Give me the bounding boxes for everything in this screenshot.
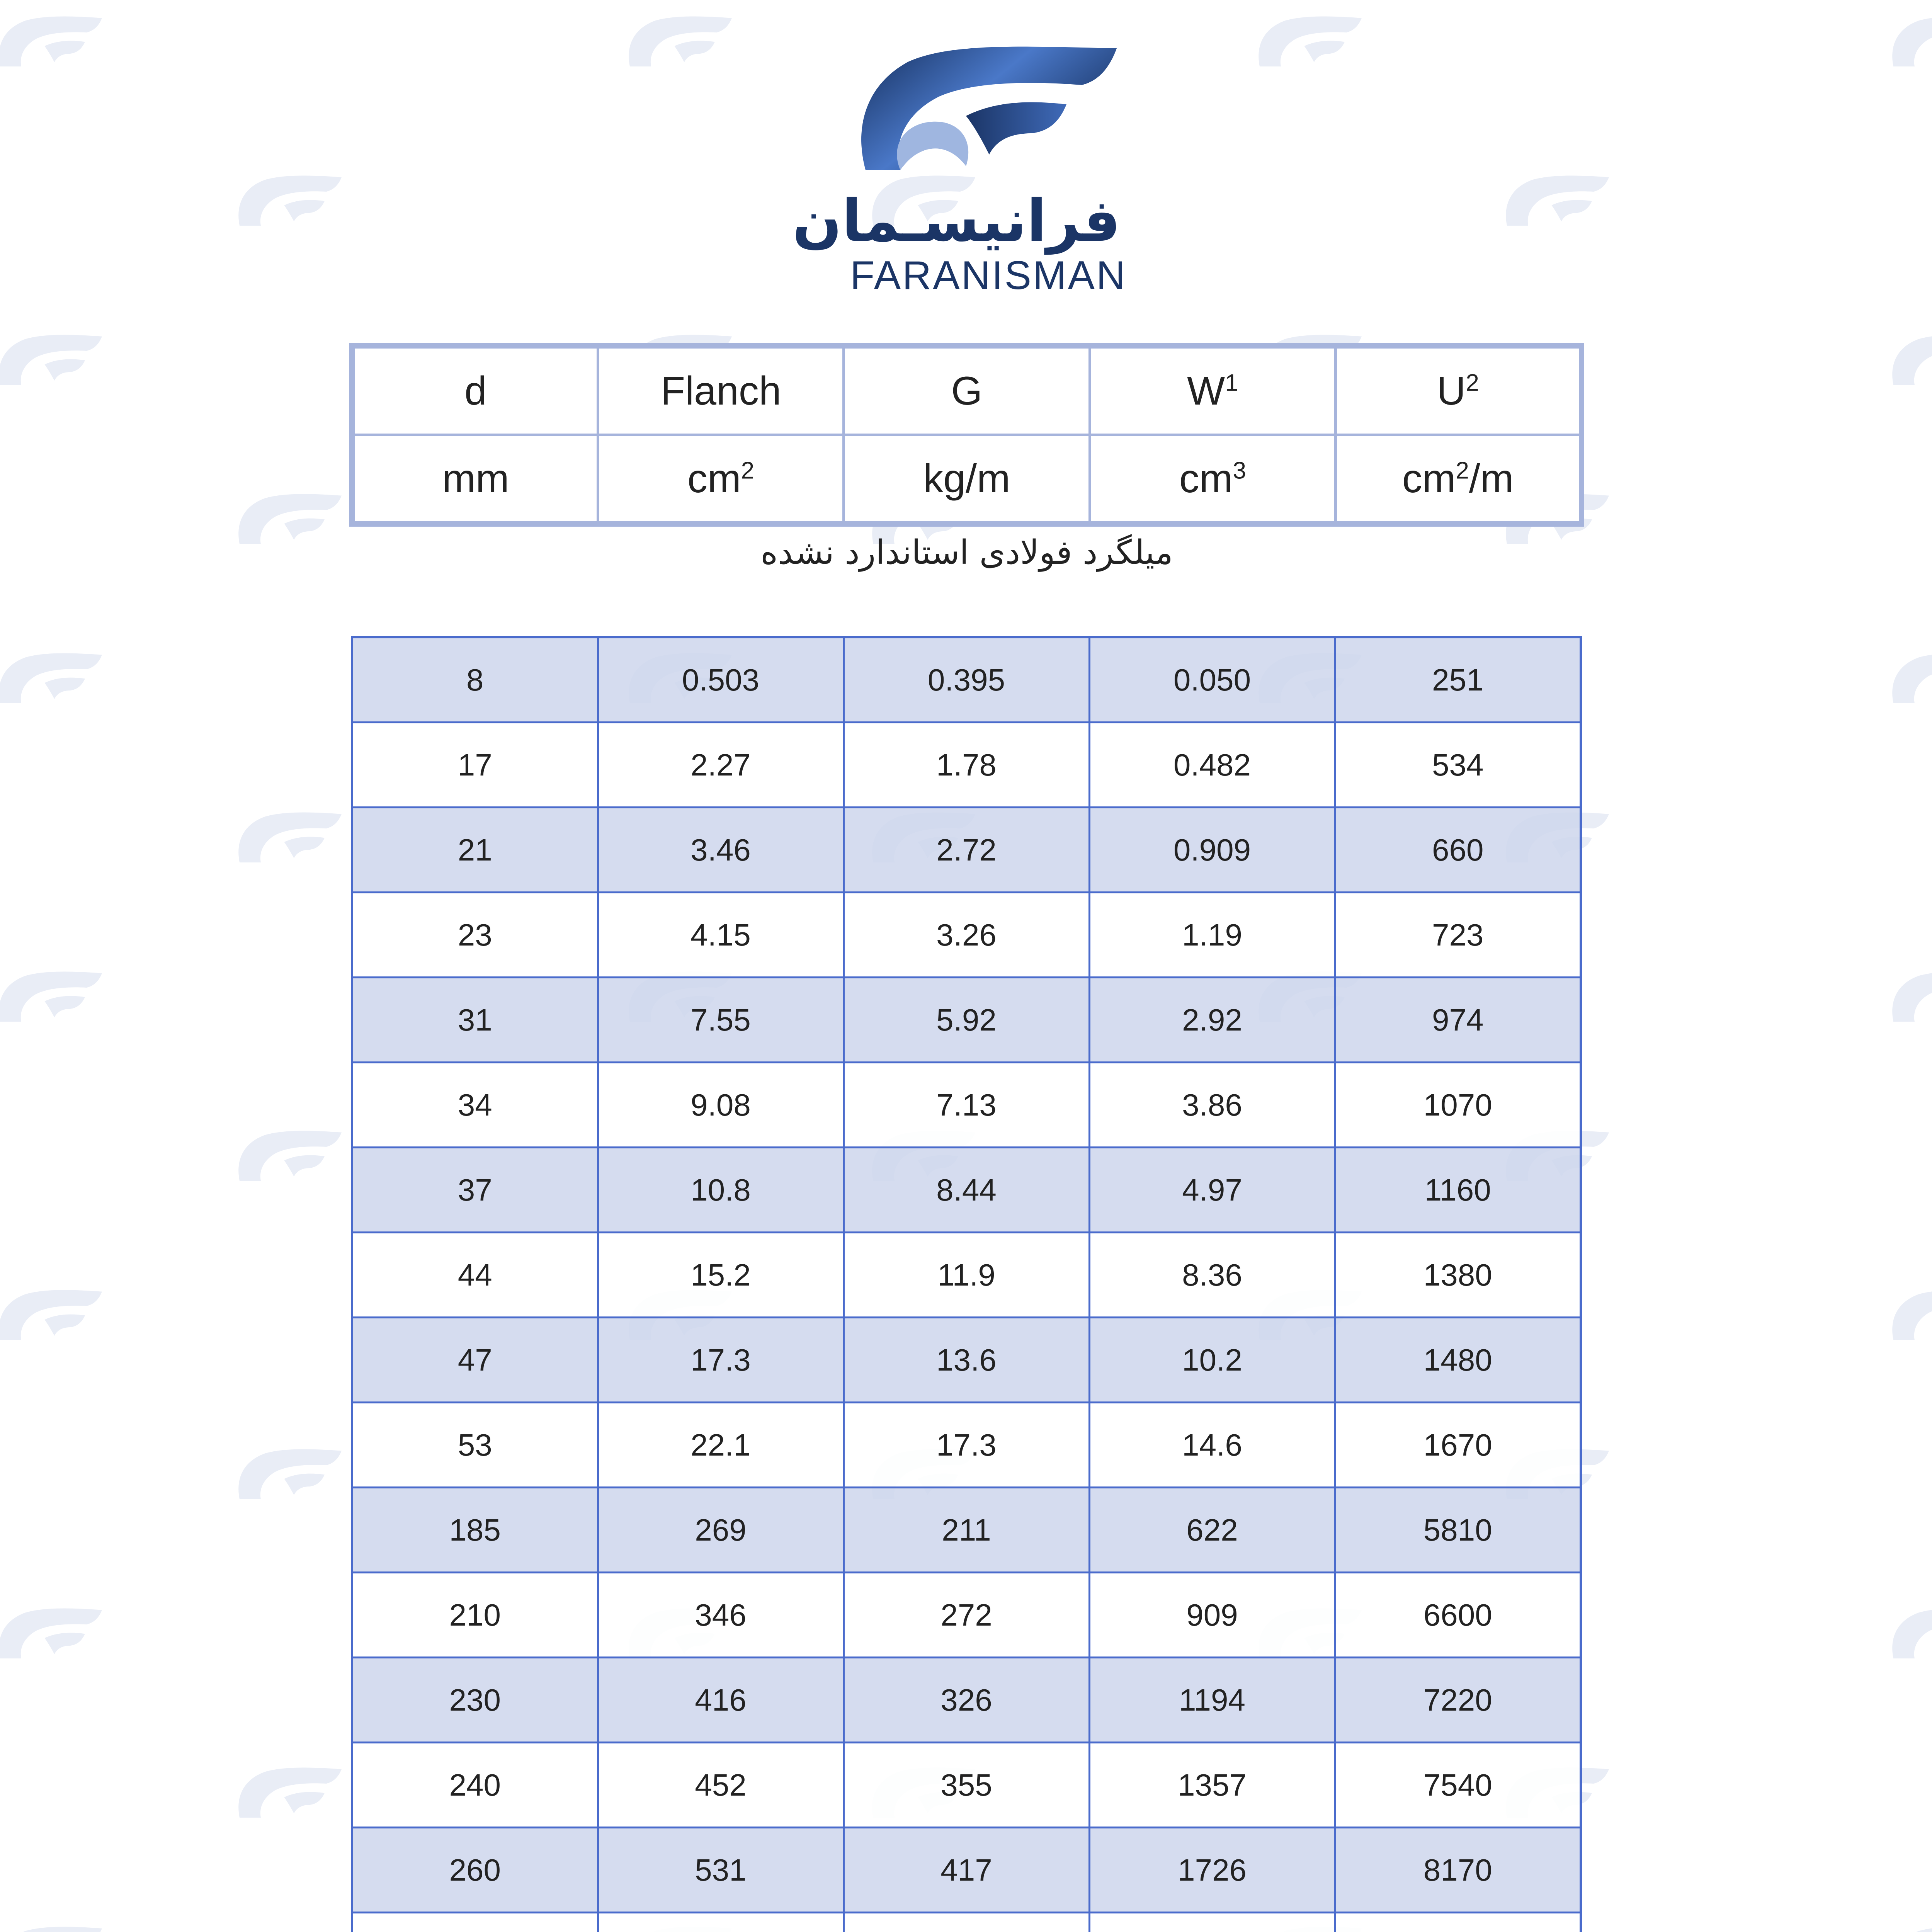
table-row [352, 978, 1581, 1063]
header-title: W [1187, 368, 1225, 413]
brand-name-english: FARANISMAN [850, 253, 1127, 298]
unit-tail: /m [1469, 456, 1514, 501]
unit-base: cm [1402, 456, 1456, 501]
table-cell: 346 [598, 1573, 844, 1658]
table-cell: 8 [352, 637, 598, 723]
table-cell: 8.44 [844, 1148, 1089, 1233]
table-cell: 14.6 [1089, 1403, 1335, 1488]
table-cell: 31 [352, 978, 598, 1063]
table-row [352, 723, 1581, 808]
table-cell: 47 [352, 1318, 598, 1403]
table-cell [352, 1913, 598, 1932]
header-title: U [1437, 368, 1466, 413]
unit-base: mm [442, 456, 509, 501]
header-unit-row [352, 435, 1582, 524]
header-title-superscript: 1 [1225, 369, 1238, 396]
header-unit-cell [844, 435, 1090, 524]
brand-logo [792, 43, 1127, 298]
table-cell: 6600 [1335, 1573, 1581, 1658]
unit-base: kg/m [923, 456, 1010, 501]
table-cell: 1380 [1335, 1233, 1581, 1318]
table-cell: 1357 [1089, 1743, 1335, 1828]
header-unit-cell [1336, 435, 1582, 524]
table-cell: 1.19 [1089, 893, 1335, 978]
table-cell: 2.92 [1089, 978, 1335, 1063]
table-cell: 5810 [1335, 1488, 1581, 1573]
table-cell: 1160 [1335, 1148, 1581, 1233]
header-title-cell [598, 346, 844, 435]
table-cell: 416 [598, 1658, 844, 1743]
header-title: d [464, 368, 487, 413]
table-cell: 210 [352, 1573, 598, 1658]
table-cell: 622 [1089, 1488, 1335, 1573]
table-cell: 417 [844, 1828, 1089, 1913]
table-cell: 53 [352, 1403, 598, 1488]
table-cell: 4.97 [1089, 1148, 1335, 1233]
table-cell: 326 [844, 1658, 1089, 1743]
table-cell: 2.27 [598, 723, 844, 808]
header-title-row [352, 346, 1582, 435]
header-title-cell [1090, 346, 1335, 435]
table-cell: 4.15 [598, 893, 844, 978]
table-cell: 44 [352, 1233, 598, 1318]
table-cell: 0.503 [598, 637, 844, 723]
table-cell: 22.1 [598, 1403, 844, 1488]
table-cell [1089, 1913, 1335, 1932]
table-row [352, 1743, 1581, 1828]
unit-superscript: 2 [1456, 457, 1469, 484]
table-cell: 3.86 [1089, 1063, 1335, 1148]
table-cell: 7540 [1335, 1743, 1581, 1828]
table-cell: 1070 [1335, 1063, 1581, 1148]
table-cell [598, 1913, 844, 1932]
header-title-cell [1336, 346, 1582, 435]
table-cell: 3.46 [598, 808, 844, 893]
table-row [352, 1403, 1581, 1488]
table-cell: 0.909 [1089, 808, 1335, 893]
table-cell: 10.8 [598, 1148, 844, 1233]
table-cell: 7.55 [598, 978, 844, 1063]
brand-name-persian: فرانیسـمان [792, 187, 1121, 255]
table-cell: 7.13 [844, 1063, 1089, 1148]
table-subtitle: میلگرد فولادی استاندارد نشده [760, 533, 1173, 572]
table-row [352, 1658, 1581, 1743]
table-cell: 534 [1335, 723, 1581, 808]
table-row [352, 893, 1581, 978]
table-cell: 0.482 [1089, 723, 1335, 808]
table-row [352, 1233, 1581, 1318]
table-row [352, 1318, 1581, 1403]
header-title-cell [352, 346, 598, 435]
table-cell: 8170 [1335, 1828, 1581, 1913]
table-cell: 452 [598, 1743, 844, 1828]
table-cell: 723 [1335, 893, 1581, 978]
table-cell: 34 [352, 1063, 598, 1148]
table-cell: 240 [352, 1743, 598, 1828]
table-cell: 531 [598, 1828, 844, 1913]
unit-base: cm [687, 456, 741, 501]
table-cell: 37 [352, 1148, 598, 1233]
eagle-logo-icon [850, 43, 1121, 189]
table-cell: 2.72 [844, 808, 1089, 893]
table-cell: 15.2 [598, 1233, 844, 1318]
table-cell: 13.6 [844, 1318, 1089, 1403]
table-cell: 5.92 [844, 978, 1089, 1063]
table-cell: 272 [844, 1573, 1089, 1658]
header-title: G [951, 368, 983, 413]
table-cell: 974 [1335, 978, 1581, 1063]
table-cell: 17.3 [598, 1318, 844, 1403]
table-cell: 660 [1335, 808, 1581, 893]
table-cell [1335, 1913, 1581, 1932]
table-cell: 17.3 [844, 1403, 1089, 1488]
table-cell: 7220 [1335, 1658, 1581, 1743]
table-cell: 17 [352, 723, 598, 808]
table-cell: 260 [352, 1828, 598, 1913]
table-row [352, 1488, 1581, 1573]
table-cell: 909 [1089, 1573, 1335, 1658]
table-cell: 1.78 [844, 723, 1089, 808]
column-header-table [349, 343, 1584, 527]
table-cell [844, 1913, 1089, 1932]
data-table-body [352, 637, 1581, 1932]
table-cell: 1194 [1089, 1658, 1335, 1743]
table-row [352, 1913, 1581, 1932]
header-unit-cell [352, 435, 598, 524]
table-cell: 230 [352, 1658, 598, 1743]
table-cell: 3.26 [844, 893, 1089, 978]
rebar-data-table [351, 636, 1582, 1932]
table-cell: 11.9 [844, 1233, 1089, 1318]
table-cell: 355 [844, 1743, 1089, 1828]
unit-superscript: 3 [1233, 457, 1246, 484]
header-unit-cell [1090, 435, 1335, 524]
table-cell: 21 [352, 808, 598, 893]
table-cell: 0.050 [1089, 637, 1335, 723]
table-cell: 1670 [1335, 1403, 1581, 1488]
header-unit-cell [598, 435, 844, 524]
table-cell: 269 [598, 1488, 844, 1573]
table-cell: 251 [1335, 637, 1581, 723]
table-cell: 1480 [1335, 1318, 1581, 1403]
table-cell: 0.395 [844, 637, 1089, 723]
table-cell: 8.36 [1089, 1233, 1335, 1318]
table-row [352, 637, 1581, 723]
table-cell: 185 [352, 1488, 598, 1573]
table-cell: 9.08 [598, 1063, 844, 1148]
table-cell: 23 [352, 893, 598, 978]
table-row [352, 1063, 1581, 1148]
header-title-cell [844, 346, 1090, 435]
unit-superscript: 2 [741, 457, 755, 484]
table-cell: 211 [844, 1488, 1089, 1573]
header-title-superscript: 2 [1466, 369, 1479, 396]
unit-base: cm [1179, 456, 1233, 501]
table-row [352, 1573, 1581, 1658]
table-row [352, 1828, 1581, 1913]
table-row [352, 808, 1581, 893]
table-cell: 10.2 [1089, 1318, 1335, 1403]
header-title: Flanch [660, 368, 781, 413]
table-cell: 1726 [1089, 1828, 1335, 1913]
table-row [352, 1148, 1581, 1233]
